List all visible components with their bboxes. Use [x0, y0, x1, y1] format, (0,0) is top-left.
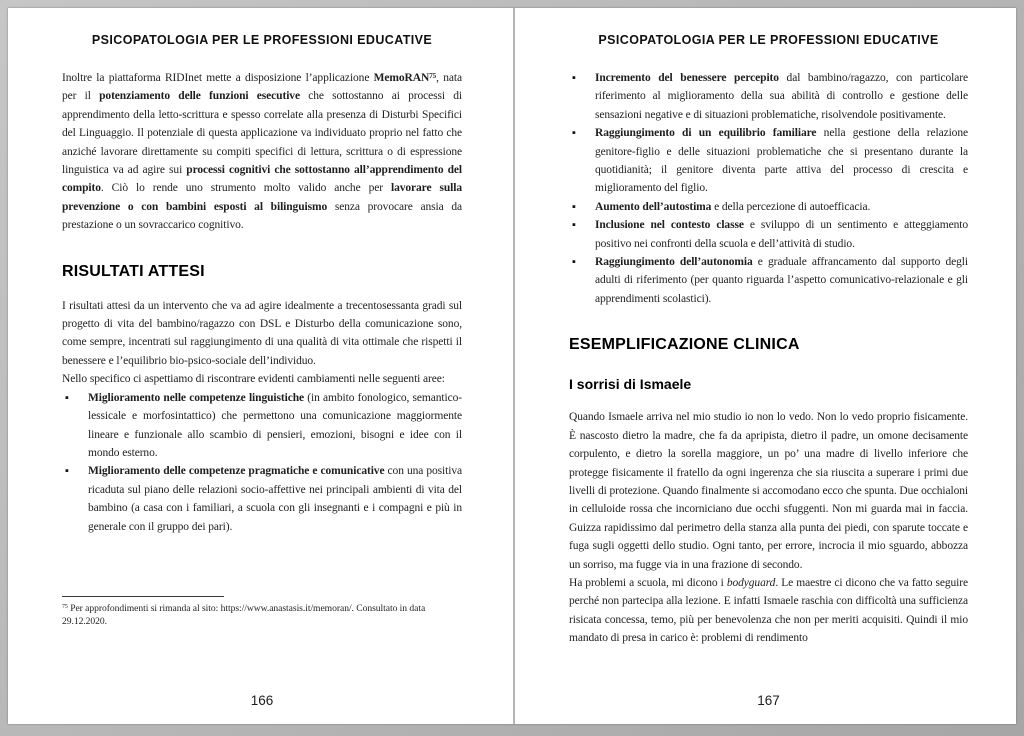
footnote: [62, 596, 462, 628]
running-head-right: PSICOPATOLOGIA PER LE PROFESSIONI EDUCATIVE: [598, 33, 939, 47]
page-left: [8, 8, 513, 724]
book-spread: [8, 8, 1016, 724]
bullet-item: ▪ Raggiungimento dell’autonomia e graduale affrancamento dal supporto degli adulti di riferimento (per quanto riguarda l’aspetto comunicativo-relazionale e gli apprendimenti scolastici).: [569, 253, 968, 308]
results-paragraph: I risultati attesi da un intervento che va ad agire idealmente a trecentosessanta gradi sul progetto di vita del bambino/ragazzo con DSL e Disturbo della comunicazione sono, come sempre, incentrati sul raggiungimento di una qualità di vita ottimale che rispetti il benessere e l’equilibrio bio-psico-sociale dell’individuo.: [62, 299, 462, 367]
bullet-item: ▪ Miglioramento nelle competenze linguistiche (in ambito fonologico, semantico-lessicale e morfosintattico) che permettono una comunicazione maggiormente lineare e funzionale allo scambio di pensieri, emozioni, bisogni e idee con il mondo esterno.: [62, 389, 462, 463]
story-paragraph: Ha problemi a scuola, mi dicono i bodyguard. Le maestre ci dicono che va fatto seguire perché non partecipa alla lezione. E infatti Ismaele raschia con difficoltà una sufficienza risicata concessa, temo, più per benevolenza che non per meriti acquisiti. Quindi il mio mandato di presa in carico è: problemi di rendimento: [569, 576, 968, 645]
footnote-text: $^{75}$ Per approfondimenti si rimanda al sito: https://www.anastasis.it/memoran/. Consultato in data 29.12.2020.: [62, 603, 426, 628]
footnote-divider: [62, 596, 224, 597]
bullet-item: ▪ Inclusione nel contesto classe e sviluppo di un sentimento e atteggiamento positivo nei confronti della scuola e dell’attività di studio.: [569, 216, 968, 253]
page-number-right: 167: [757, 693, 780, 708]
running-head-left: PSICOPATOLOGIA PER LE PROFESSIONI EDUCATIVE: [91, 33, 433, 47]
bullet-item: ▪ Raggiungimento di un equilibrio familiare nella gestione della relazione genitore-figlio e delle situazioni problematiche che si presentano durante la quotidianità; il genitore diventa parte attiva del processo di crescita e miglioramento del figlio.: [569, 124, 968, 198]
story-paragraph: Quando Ismaele arriva nel mio studio io non lo vedo. Non lo vedo proprio fisicamente. È nascosto dietro la madre, che fa da apripista, dietro il padre, un omone decisamente corpulento, e dietro la sorella maggiore, un po’ una madre di livello inferiore che protegge fisicamente il fratello da ogni ingerenza che sia riuscita a superare i primi due livelli di protezione. Quando finalmente si accomodano ecco che spunta. Due occhialoni in celluloide rossa che incorniciano due occhi sfuggenti. Non mi guarda mai in faccia. Guizza rapidissimo dal perimetro della stanza alla punta dei piedi, con sparute toccate e fuga sugli oggetti dello studio. Ogni tanto, per errore, incrocia il mio sguardo, abbozza un sorriso, ma fugge via in una frazione di secondo.: [569, 411, 968, 571]
page-right: [515, 8, 1016, 724]
bullet-item: ▪ Miglioramento delle competenze pragmatiche e comunicative con una positiva ricaduta sul piano delle relazioni socio-affettive nei principali ambienti di vita del bambino (a casa con i familiari, a scuola con gli insegnanti e i compagni e più in generale con il gruppo dei pari).: [62, 462, 462, 536]
areas-paragraph: Nello specifico ci aspettiamo di riscontrare evidenti cambiamenti nelle seguenti aree:: [62, 373, 445, 386]
section-heading-risultati-attesi: RISULTATI ATTESI: [62, 262, 205, 280]
bullet-item: ▪ Incremento del benessere percepito dal bambino/ragazzo, con particolare riferimento al miglioramento della sua abilità di controllo e gestione delle sensazioni negative e di situazioni problematiche, risolvendole positivamente.: [569, 69, 968, 124]
subsection-heading-i-sorrisi-di-ismaele: I sorrisi di Ismaele: [569, 376, 692, 393]
intro-paragraph: Inoltre la piattaforma RIDInet mette a disposizione l’applicazione MemoRAN$^{75}$, nata per il potenziamento delle funzioni esecutive che sottostanno ai processi di apprendimento della letto-scrittura e spesso correlate alla presenza di Disturbi Specifici del Linguaggio. Il potenziale di questa applicazione va individuato proprio nel fatto che anziché lavorare direttamente su compiti specifici di lettura, scrittura o di espressione linguistica va ad agire sui processi cognitivi che sottostanno all’apprendimento del compito. Ciò lo rende uno strumento molto valido anche per lavorare sulla prevenzione o con bambini esposti al bilinguismo senza provocare ansia da prestazione o un sovraccarico cognitivo.: [62, 71, 463, 232]
bullet-item: ▪ Aumento dell’autostima e della percezione di autoefficacia.: [569, 198, 968, 216]
section-heading-esemplificazione-clinica: ESEMPLIFICAZIONE CLINICA: [569, 336, 800, 354]
page-number-left: 166: [250, 693, 274, 708]
